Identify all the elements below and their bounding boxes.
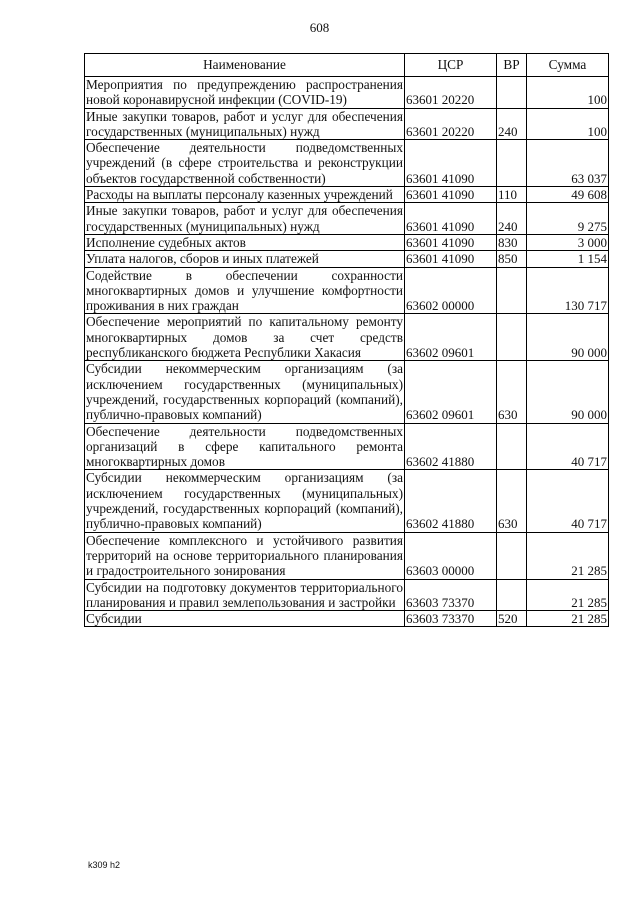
row-name: Содействие в обеспечении сохранности многоквартирных домов и улучшение комфортности проживания в них граждан	[86, 267, 403, 314]
table-row	[85, 423, 609, 470]
row-vr: 110	[497, 187, 527, 203]
row-csr: 63603 73370	[405, 579, 497, 611]
table-row	[85, 314, 609, 361]
page-number: 608	[309, 20, 330, 35]
row-csr: 63602 09601	[405, 361, 497, 423]
row-sum: 100	[527, 77, 609, 109]
table-row	[85, 611, 609, 627]
row-sum: 9 275	[527, 203, 609, 235]
row-csr: 63601 41090	[405, 251, 497, 267]
row-vr	[497, 579, 527, 611]
row-sum: 21 285	[527, 579, 609, 611]
row-vr: 240	[497, 108, 527, 140]
row-csr: 63601 41090	[405, 203, 497, 235]
row-sum: 21 285	[527, 532, 609, 579]
row-csr: 63602 41880	[405, 470, 497, 532]
row-vr	[497, 423, 527, 470]
table-row	[85, 361, 609, 423]
table-row	[85, 267, 609, 314]
row-csr: 63602 41880	[405, 423, 497, 470]
row-csr: 63603 00000	[405, 532, 497, 579]
row-csr: 63601 20220	[405, 108, 497, 140]
row-vr	[497, 77, 527, 109]
row-sum: 49 608	[527, 187, 609, 203]
header-vr: ВР	[497, 54, 527, 77]
row-vr	[497, 532, 527, 579]
row-name: Мероприятия по предупреждению распространения новой коронавирусной инфекции (COVID-19)	[86, 77, 403, 108]
table-header-row	[85, 54, 609, 77]
row-csr: 63603 73370	[405, 611, 497, 627]
row-vr: 630	[497, 361, 527, 423]
row-name: Исполнение судебных актов	[85, 234, 405, 250]
row-sum: 63 037	[527, 140, 609, 187]
row-sum: 21 285	[527, 611, 609, 627]
table-row	[85, 470, 609, 532]
header-name: Наименование	[85, 54, 405, 77]
row-sum: 90 000	[527, 314, 609, 361]
table-row	[85, 532, 609, 579]
row-name: Субсидии на подготовку документов территориального планирования и правил землепользования и застройки	[86, 579, 403, 610]
row-vr: 850	[497, 251, 527, 267]
table-row	[85, 579, 609, 611]
row-sum: 90 000	[527, 361, 609, 423]
row-csr: 63601 20220	[405, 77, 497, 109]
row-vr: 830	[497, 234, 527, 250]
row-name: Обеспечение мероприятий по капитальному ремонту многоквартирных домов за счет средств республиканского бюджета Республики Хакасия	[86, 314, 403, 361]
row-csr: 63601 41090	[405, 140, 497, 187]
row-name: Субсидии некоммерческим организациям (за исключением государственных (муниципальных) учреждений, государственных корпораций (компаний), публично-правовых компаний)	[86, 361, 403, 423]
row-name: Расходы на выплаты персоналу казенных учреждений	[85, 187, 405, 203]
budget-table	[84, 53, 609, 627]
row-sum: 40 717	[527, 423, 609, 470]
row-vr	[497, 267, 527, 314]
table-row	[85, 251, 609, 267]
row-sum: 40 717	[527, 470, 609, 532]
row-csr: 63602 00000	[405, 267, 497, 314]
table-row	[85, 187, 609, 203]
header-sum: Сумма	[527, 54, 609, 77]
document-code: k309 h2	[88, 860, 121, 870]
table-row	[85, 234, 609, 250]
row-sum: 130 717	[527, 267, 609, 314]
row-csr: 63602 09601	[405, 314, 497, 361]
row-csr: 63601 41090	[405, 234, 497, 250]
row-vr: 630	[497, 470, 527, 532]
row-sum: 100	[527, 108, 609, 140]
table-row	[85, 77, 609, 109]
row-name: Уплата налогов, сборов и иных платежей	[85, 251, 405, 267]
row-vr: 520	[497, 611, 527, 627]
row-name: Субсидии некоммерческим организациям (за исключением государственных (муниципальных) учреждений, государственных корпораций (компаний), публично-правовых компаний)	[86, 470, 403, 532]
row-sum: 1 154	[527, 251, 609, 267]
row-name: Обеспечение деятельности подведомственных организаций в сфере капитального ремонта многоквартирных домов	[86, 423, 403, 470]
table-row	[85, 203, 609, 235]
row-vr	[497, 140, 527, 187]
row-vr: 240	[497, 203, 527, 235]
row-csr: 63601 41090	[405, 187, 497, 203]
row-name: Обеспечение деятельности подведомственных учреждений (в сфере строительства и реконструкции объектов государственной собственности)	[86, 140, 403, 186]
row-vr	[497, 314, 527, 361]
table-row	[85, 108, 609, 140]
row-name: Иные закупки товаров, работ и услуг для обеспечения государственных (муниципальных) нужд	[86, 108, 403, 139]
row-name: Субсидии	[85, 611, 405, 627]
row-sum: 3 000	[527, 234, 609, 250]
row-name: Иные закупки товаров, работ и услуг для обеспечения государственных (муниципальных) нужд	[86, 203, 403, 234]
header-csr: ЦСР	[405, 54, 497, 77]
table-row	[85, 140, 609, 187]
row-name: Обеспечение комплексного и устойчивого развития территорий на основе территориального планирования и градостроительного зонирования	[86, 532, 403, 579]
